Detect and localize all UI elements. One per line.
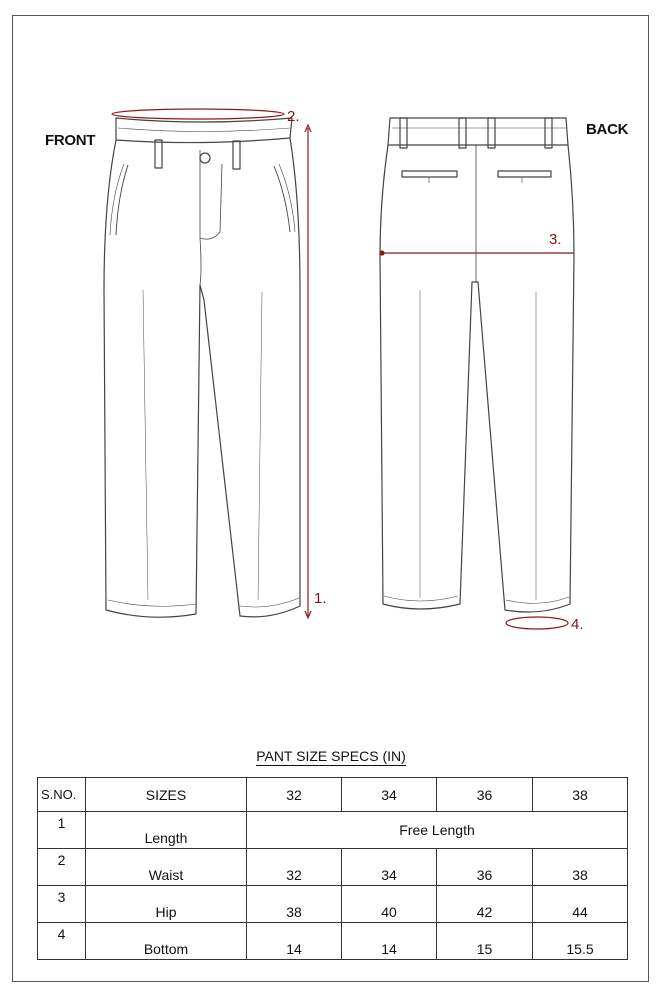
row-value: 15	[437, 923, 533, 960]
spec-table-title-text: PANT SIZE SPECS (IN)	[256, 748, 406, 764]
back-view-label: BACK	[586, 121, 629, 138]
row-value: 15.5	[533, 923, 628, 960]
back-measurements	[380, 251, 574, 629]
table-header-row	[38, 778, 628, 812]
row-value: 44	[533, 886, 628, 923]
row-measure-name: Bottom	[86, 923, 247, 960]
front-view-label: FRONT	[45, 132, 96, 149]
front-pant-sketch	[104, 118, 300, 617]
row-index: 2	[38, 849, 86, 886]
row-value: 38	[533, 849, 628, 886]
header-size-col: 36	[437, 778, 533, 812]
row-merged-value: Free Length	[247, 812, 628, 849]
row-value: 14	[342, 923, 437, 960]
bottom-marker: 4.	[571, 616, 584, 633]
header-size-col: 34	[342, 778, 437, 812]
table-row	[38, 812, 628, 849]
row-index: 3	[38, 886, 86, 923]
header-sizes: SIZES	[86, 778, 247, 812]
row-value: 40	[342, 886, 437, 923]
row-index: 1	[38, 812, 86, 849]
row-value: 42	[437, 886, 533, 923]
table-row	[38, 923, 628, 960]
size-spec-table	[37, 777, 628, 960]
row-value: 36	[437, 849, 533, 886]
row-value: 14	[247, 923, 342, 960]
row-value: 38	[247, 886, 342, 923]
header-sno: S.NO.	[38, 778, 86, 812]
spec-table-title	[0, 748, 662, 764]
row-measure-name: Hip	[86, 886, 247, 923]
hip-marker: 3.	[549, 231, 562, 248]
table-row	[38, 849, 628, 886]
header-size-col: 38	[533, 778, 628, 812]
row-value: 34	[342, 849, 437, 886]
row-index: 4	[38, 923, 86, 960]
row-value: 32	[247, 849, 342, 886]
header-size-col: 32	[247, 778, 342, 812]
waist-marker: 2.	[287, 108, 300, 125]
length-marker: 1.	[314, 590, 327, 607]
row-measure-name: Waist	[86, 849, 247, 886]
row-measure-name: Length	[86, 812, 247, 849]
table-row	[38, 886, 628, 923]
back-pant-sketch	[380, 118, 574, 612]
